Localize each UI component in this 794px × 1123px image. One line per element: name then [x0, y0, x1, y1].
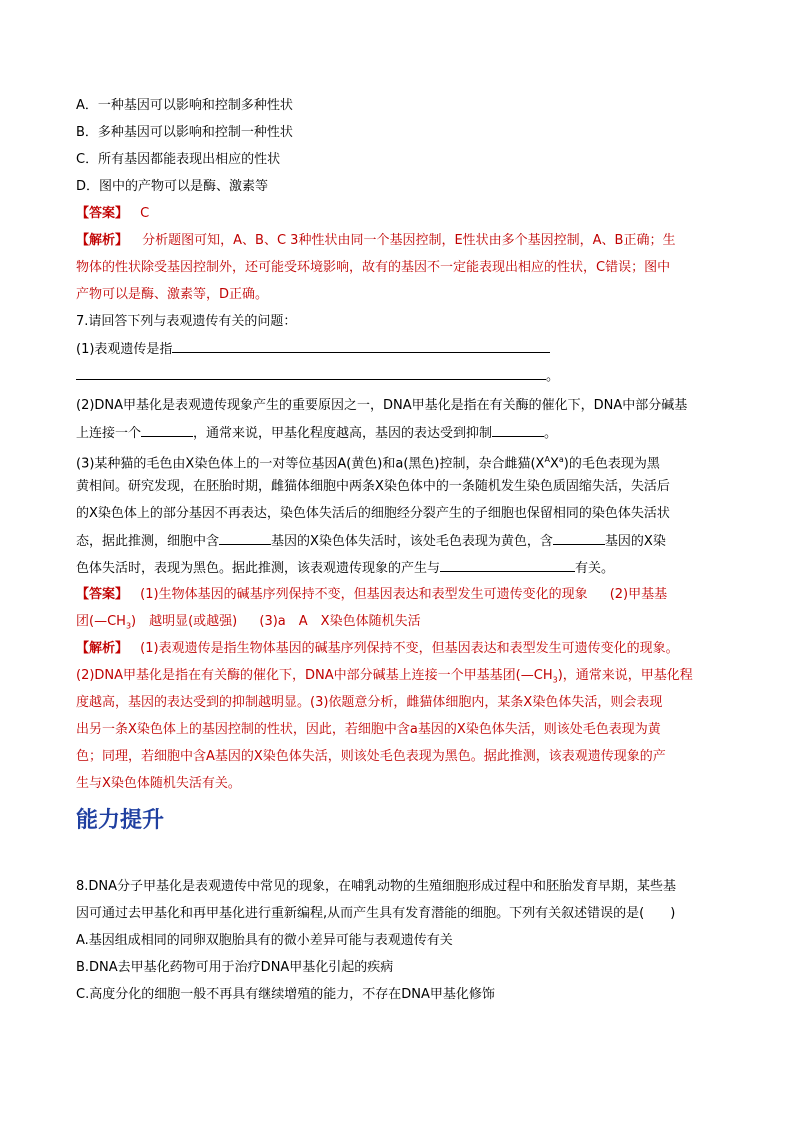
q7-text: 有关。	[575, 561, 615, 576]
analysis-text: 分析题图可知，A、B、C 3种性状由同一个基因控制，E性状由多个基因控制，A、B正确；生	[142, 233, 676, 248]
q7-text: ，通常来说，甲基化程度越高，基因的表达受到抑制	[193, 426, 493, 441]
q7-part1-text: (1)表观遗传是指	[76, 342, 173, 357]
q6-analysis-line	[76, 232, 675, 250]
q7-text: 基因的X染	[604, 534, 666, 549]
answer-text: (1)生物体基因的碱基序列保持不变，但基因表达和表型发生可遗传变化的现象	[140, 587, 588, 602]
answer-text: (3)a A X染色体随机失活	[259, 614, 421, 629]
answer-label: 【答案】	[76, 206, 129, 221]
q7-analysis-line	[76, 667, 693, 690]
answer-label: 【答案】	[76, 587, 129, 602]
answer-text: 团(—CH	[76, 614, 126, 629]
q7-answer	[76, 586, 667, 604]
q7-analysis-line	[76, 640, 679, 658]
analysis-text: (2)DNA甲基化是指在有关酶的催化下，DNA中部分碱基上连接一个甲基基团(—CH	[76, 668, 553, 683]
q6-answer	[76, 205, 149, 223]
q7-part2-line: (2)DNA甲基化是表观遗传现象产生的重要原因之一，DNA甲基化是指在有关酶的催化下，DNA中部分碱基	[76, 398, 688, 413]
q7-part1-cont	[76, 367, 559, 386]
answer-blank	[440, 559, 575, 572]
q6-option-a: A．一种基因可以影响和控制多种性状	[76, 98, 293, 113]
section-heading: 能力提升	[76, 808, 165, 833]
q6-option-b: B．多种基因可以影响和控制一种性状	[76, 125, 293, 140]
subscript: 3	[125, 621, 132, 631]
q8-stem-line: 8.DNA分子甲基化是表观遗传中常见的现象，在哺乳动物的生殖细胞形成过程中和胚胎发育早期，某些基	[76, 879, 677, 894]
analysis-label: 【解析】	[76, 641, 129, 656]
answer-blank	[141, 424, 193, 437]
q7-text: X	[549, 456, 559, 472]
answer-blank	[76, 367, 546, 380]
q7-text: (3)某种猫的毛色由X染色体上的一对等位基因A(黄色)和a(黑色)控制，杂合雌猫(X	[76, 456, 545, 472]
analysis-text: )，通常来说，甲基化程	[557, 668, 693, 683]
analysis-text: (1)表观遗传是指生物体基因的碱基序列保持不变，但基因表达和表型发生可遗传变化的现象。	[140, 641, 679, 656]
q6-option-c: C．所有基因都能表现出相应的性状	[76, 152, 281, 167]
q7-part2-line	[76, 424, 557, 443]
q6-analysis-line: 物体的性状除受基因控制外，还可能受环境影响，故有的基因不一定能表现出相应的性状，C错误；图中	[76, 260, 671, 275]
answer-blank	[219, 532, 271, 545]
q6-option-d: D．图中的产物可以是酶、激素等	[76, 179, 269, 194]
q7-text: 。	[544, 426, 558, 441]
answer-text: ) 越明显(或越强)	[131, 614, 238, 629]
q7-text: 上连接一个	[76, 426, 142, 441]
superscript: A	[544, 455, 550, 464]
q7-text: )的毛色表现为黑	[563, 456, 660, 472]
q7-part3-line	[76, 532, 666, 551]
q7-part3-line	[76, 559, 614, 578]
q7-answer-cont	[76, 613, 421, 636]
q7-analysis-line: 出另一条X染色体上的基因控制的性状，因此，若细胞中含a基因的X染色体失活，则该处毛色表现为黄	[76, 722, 661, 737]
q7-part3-line: 的X染色体上的部分基因不再表达，染色体失活后的细胞经分裂产生的子细胞也保留相同的染色体失活状	[76, 506, 670, 521]
q7-analysis-line: 生与X染色体随机失活有关。	[76, 776, 241, 791]
answer-blank	[492, 424, 544, 437]
q7-analysis-line: 色；同理，若细胞中含A基因的X染色体失活，则该处毛色表现为黑色。据此推测，该表观遗传现象的产	[76, 749, 666, 764]
q7-analysis-line: 度越高，基因的表达受到的抑制越明显。(3)依题意分析，雌猫体细胞内，某条X染色体失活，则会表现	[76, 695, 663, 710]
analysis-label: 【解析】	[76, 233, 129, 248]
q8-option-a: A.基因组成相同的同卵双胞胎具有的微小差异可能与表观遗传有关	[76, 933, 453, 948]
answer-blank	[172, 340, 550, 353]
q6-analysis-line: 产物可以是酶、激素等，D正确。	[76, 287, 269, 302]
q7-part1-end: 。	[546, 369, 560, 384]
q7-text: 色体失活时，表现为黑色。据此推测，该表观遗传现象的产生与	[76, 561, 441, 576]
q7-part1	[76, 340, 550, 359]
q7-text: 基因的X染色体失活时，该处毛色表现为黄色，含	[271, 534, 553, 549]
answer-blank	[553, 532, 605, 545]
q7-part3-line: 黄相间。研究发现，在胚胎时期，雌猫体细胞中两条X染色体中的一条随机发生染色质固缩失活，失活后	[76, 479, 670, 494]
subscript: 3	[552, 675, 558, 685]
q7-part3-line	[76, 451, 660, 473]
q8-stem-line: 因可通过去甲基化和再甲基化进行重新编程,从而产生具有发育潜能的细胞。下列有关叙述错误的是( )	[76, 906, 676, 921]
answer-value: C	[140, 206, 150, 221]
superscript: a	[558, 455, 564, 464]
q7-stem: 7.请回答下列与表观遗传有关的问题：	[76, 314, 297, 329]
q7-text: 态，据此推测，细胞中含	[76, 534, 220, 549]
answer-text: (2)甲基基	[609, 587, 668, 602]
q8-option-b: B.DNA去甲基化药物可用于治疗DNA甲基化引起的疾病	[76, 960, 394, 975]
q8-option-c: C.高度分化的细胞一般不再具有继续增殖的能力，不存在DNA甲基化修饰	[76, 987, 495, 1002]
